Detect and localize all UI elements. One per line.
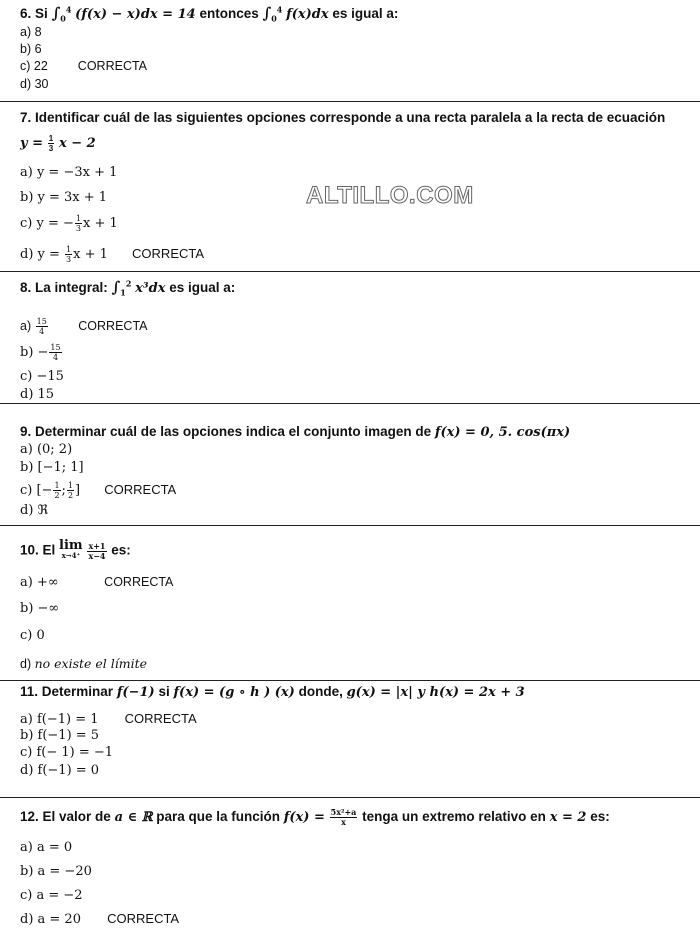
q6-option-c-text: c) 22 bbox=[20, 59, 48, 73]
q12-stem-mid2: tenga un extremo relativo en bbox=[362, 809, 546, 825]
q9-stem-fn: f(x) = 0, 5. cos(πx) bbox=[434, 425, 571, 440]
q7-equation bbox=[20, 134, 96, 153]
q11-option-d: d) f(−1) = 0 bbox=[20, 763, 100, 778]
q11-stem-pre: 11. Determinar bbox=[20, 684, 114, 699]
q9-option-c-mid: ; bbox=[61, 483, 66, 498]
q8-option-a-pre: a) bbox=[20, 318, 32, 333]
q8-option-b-pre: b) − bbox=[20, 344, 49, 360]
q7-option-d bbox=[20, 245, 204, 264]
q10-stem-pre: 10. El bbox=[20, 542, 56, 558]
q10-option-a bbox=[20, 575, 173, 590]
q9-correct-label: CORRECTA bbox=[104, 482, 177, 497]
q10-correct-label: CORRECTA bbox=[104, 575, 174, 589]
q11-correct-label: CORRECTA bbox=[124, 711, 197, 726]
q7-option-d-num: 1 bbox=[66, 245, 72, 254]
separator bbox=[0, 271, 700, 272]
q8-upper: 2 bbox=[125, 278, 132, 289]
q8-stem-post: es igual a: bbox=[169, 280, 236, 295]
q9-option-c-num1: 1 bbox=[54, 481, 60, 490]
q12-stem-post: es: bbox=[590, 809, 610, 825]
q7-eq-post: x − 2 bbox=[58, 136, 96, 152]
q12-frac-den: x bbox=[341, 817, 346, 827]
q6-option-c bbox=[20, 59, 147, 73]
q6-stem-post: es igual a: bbox=[332, 6, 399, 21]
q10-lim-sub: x→4⁺ bbox=[61, 551, 81, 560]
q12-stem-mid: para que la función bbox=[156, 809, 281, 825]
q6-integral-b: f(x)dx bbox=[286, 7, 329, 22]
q11-option-a bbox=[20, 711, 197, 727]
q7-correct-label: CORRECTA bbox=[132, 246, 205, 261]
q9-option-c-num2: 1 bbox=[67, 481, 74, 490]
q8-option-b-den: 4 bbox=[52, 353, 59, 362]
q6-option-b: b) 6 bbox=[20, 42, 42, 56]
q7-stem: 7. Identificar cuál de las siguientes opciones corresponde a una recta paralela a la recta de ecuación bbox=[20, 110, 666, 125]
q7-option-d-den: 3 bbox=[66, 255, 72, 264]
q12-option-b: b) a = −20 bbox=[20, 864, 92, 879]
q10-lim: lim bbox=[59, 538, 83, 553]
q7-eq-num: 1 bbox=[48, 134, 54, 143]
q11-stem-f: f(−1) bbox=[116, 685, 155, 700]
q9-option-b: b) [−1; 1] bbox=[20, 460, 84, 475]
q12-option-a: a) a = 0 bbox=[20, 840, 73, 855]
q12-stem-x: x = 2 bbox=[549, 810, 587, 826]
q10-option-d-pre: d) bbox=[20, 657, 32, 671]
q8-option-b-num: 15 bbox=[50, 343, 61, 352]
q10-frac-num: x+1 bbox=[88, 540, 106, 551]
q10-option-d bbox=[20, 656, 147, 671]
q7-option-b: b) y = 3x + 1 bbox=[20, 190, 108, 205]
q8-option-d: d) 15 bbox=[20, 387, 55, 402]
q12-stem bbox=[20, 808, 610, 827]
q8-lower: 1 bbox=[120, 287, 126, 298]
q6-integral-a: (f(x) − x)dx = 14 bbox=[75, 7, 196, 22]
q6-upper-b: 4 bbox=[276, 4, 283, 15]
q12-option-d-text: d) a = 20 bbox=[20, 912, 81, 927]
q9-stem-pre: 9. Determinar cuál de las opciones indica el conjunto imagen de bbox=[20, 424, 432, 439]
q7-option-d-pre: d) y = bbox=[20, 247, 60, 262]
q8-option-c: c) −15 bbox=[20, 369, 64, 384]
q12-frac-num: 5x²+a bbox=[330, 807, 357, 817]
q9-stem bbox=[20, 424, 570, 440]
q7-eq-den: 3 bbox=[48, 144, 54, 153]
q8-correct-label: CORRECTA bbox=[78, 318, 148, 333]
q12-correct-label: CORRECTA bbox=[107, 911, 180, 926]
q6-correct-label: CORRECTA bbox=[77, 59, 148, 73]
q11-stem-comp: f(x) = (g ∘ h ) (x) bbox=[173, 685, 295, 700]
q6-number: 6. bbox=[20, 6, 32, 21]
q10-stem-post: es: bbox=[111, 542, 131, 558]
q11-stem-donde: donde, bbox=[298, 684, 343, 699]
q9-option-c-post: ] bbox=[75, 483, 81, 498]
q9-option-c-den2: 2 bbox=[67, 491, 74, 500]
q10-stem bbox=[20, 538, 131, 561]
q6-upper: 4 bbox=[65, 4, 72, 15]
q6-stem-pre: Si bbox=[35, 6, 48, 21]
separator bbox=[0, 797, 700, 798]
q6-option-d: d) 30 bbox=[20, 77, 49, 91]
q12-stem-f: f(x) = bbox=[283, 810, 325, 826]
q9-option-c bbox=[20, 481, 176, 500]
q6-option-a: a) 8 bbox=[20, 25, 42, 39]
separator bbox=[0, 680, 700, 681]
q6-stem: 6. Si $\int_0^4$ (f(x) − x)dx = 14 entonces $\int_0^4$ f(x)dx es igual a: bbox=[20, 4, 399, 24]
q10-frac-den: x−4 bbox=[88, 550, 106, 561]
q8-option-a bbox=[20, 317, 148, 336]
q9-option-a: a) (0; 2) bbox=[20, 442, 73, 457]
q11-option-b: b) f(−1) = 5 bbox=[20, 728, 100, 743]
q7-option-c-pre: c) y = − bbox=[20, 216, 74, 231]
separator bbox=[0, 525, 700, 526]
q11-option-a-text: a) f(−1) = 1 bbox=[20, 712, 99, 727]
q7-option-c-post: x + 1 bbox=[82, 216, 118, 231]
q7-option-c-den: 3 bbox=[75, 224, 81, 233]
q10-option-d-text: no existe el límite bbox=[34, 656, 148, 671]
q11-stem bbox=[20, 684, 525, 700]
q7-option-a: a) y = −3x + 1 bbox=[20, 165, 118, 180]
q12-option-d bbox=[20, 911, 179, 927]
separator bbox=[0, 403, 700, 404]
q8-integrand: x³dx bbox=[135, 281, 166, 296]
q7-option-c bbox=[20, 214, 118, 233]
q9-option-c-pre: c) [− bbox=[20, 483, 53, 498]
q8-option-b bbox=[20, 343, 63, 362]
q9-option-d: d) ℜ bbox=[20, 503, 49, 518]
q11-stem-si: si bbox=[158, 684, 170, 699]
q6-lower: 0 bbox=[60, 13, 66, 24]
q10-option-a-text: a) +∞ bbox=[20, 575, 59, 590]
q11-stem-g: g(x) = |x| y h(x) = 2x + 3 bbox=[346, 685, 525, 700]
q7-eq-pre: y = bbox=[20, 136, 43, 152]
q8-stem-pre: 8. La integral: bbox=[20, 280, 108, 295]
q9-option-c-den1: 2 bbox=[54, 491, 60, 500]
q10-option-b: b) −∞ bbox=[20, 601, 60, 616]
q12-stem-a: a ∈ ℝ bbox=[114, 810, 153, 826]
separator bbox=[0, 101, 700, 102]
q12-stem-pre: 12. El valor de bbox=[20, 809, 111, 825]
q7-option-c-num: 1 bbox=[75, 214, 81, 223]
q8-option-a-num: 15 bbox=[36, 317, 47, 326]
q6-stem-mid: entonces bbox=[199, 6, 259, 21]
q6-lower-b: 0 bbox=[271, 13, 277, 24]
q8-option-a-den: 4 bbox=[39, 327, 45, 336]
watermark-logo: ALTILLO.COM bbox=[306, 182, 474, 209]
q8-stem: 8. La integral: $\int_1^2$ x³dx es igual a: bbox=[20, 278, 236, 298]
q12-option-c: c) a = −2 bbox=[20, 888, 83, 903]
q11-option-c: c) f(− 1) = −1 bbox=[20, 745, 114, 760]
q7-option-d-post: x + 1 bbox=[73, 247, 108, 262]
q10-option-c: c) 0 bbox=[20, 628, 45, 643]
